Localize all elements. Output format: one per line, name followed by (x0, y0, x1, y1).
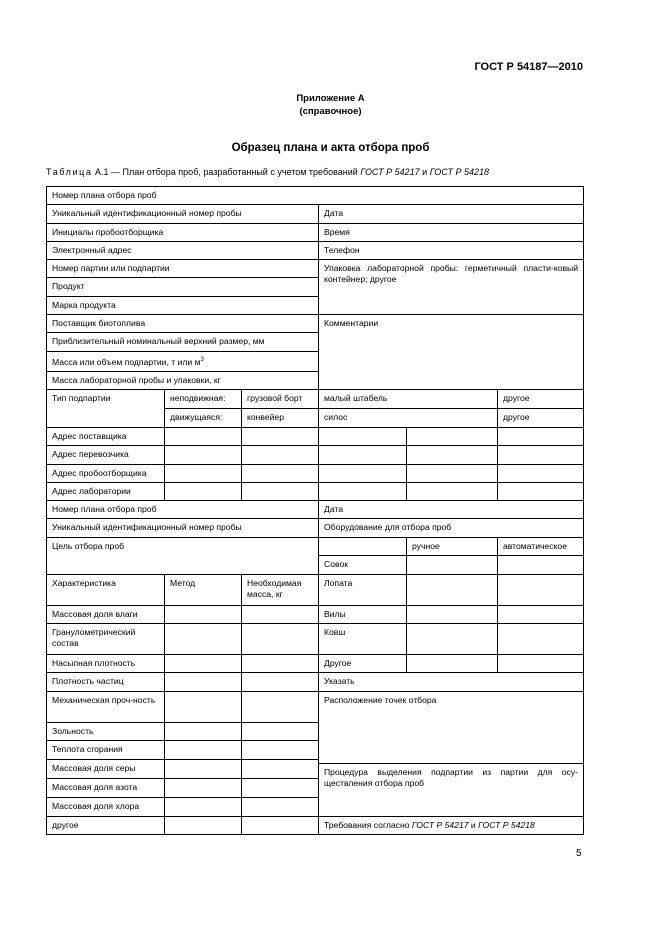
product-label: Продукт (47, 278, 319, 297)
sampling-purpose-label: Цель отбора проб (47, 537, 319, 574)
bulk-density-label: Насыпная плотность (47, 654, 165, 672)
batch-mass-label (47, 352, 319, 372)
supplier-address-label: Адрес поставщика (47, 427, 165, 445)
characteristic-header: Характеристика (47, 574, 165, 605)
table-row (47, 816, 584, 834)
ash-label: Зольность (47, 722, 165, 740)
table-row (47, 654, 584, 672)
table-row (47, 389, 584, 408)
nominal-size-label: Приблизительный номинальный верхний размер, мм (47, 333, 319, 352)
plan-number-label: Номер плана отбора проб (47, 187, 584, 205)
caption-label: Таблица (46, 167, 93, 177)
caption-text: А.1 — План отбора проб, разработанный с учетом требований (92, 167, 361, 177)
comments-label: Комментарии (319, 315, 584, 390)
calorific-label: Теплота сгорания (47, 740, 165, 759)
required-mass-header: Необходимая масса, кг (242, 574, 319, 605)
lab-sample-mass-label: Масса лабораторной пробы и упаковки, кг (47, 371, 319, 389)
sampling-plan-table (46, 186, 584, 835)
chlorine-label: Массовая доля хлора (47, 797, 165, 816)
other-characteristic-label: другое (47, 816, 165, 834)
document-number: ГОСТ Р 54187—2010 (474, 61, 583, 73)
table-row (47, 672, 584, 691)
sample-id-2-label: Уникальный идентификационный номер пробы (47, 518, 319, 537)
supplier-label: Поставщик биотоплива (47, 315, 319, 333)
fork-label: Вилы (319, 605, 407, 623)
mechanical-strength-label: Механическая проч-ность (47, 691, 165, 722)
particle-density-label: Плотность частиц (47, 672, 165, 691)
sampler-initials-label: Инициалы пробоотборщика (47, 224, 319, 242)
table-row (47, 315, 584, 333)
moving-label: движущаяся: (165, 408, 242, 427)
document-title: Образец плана и акта отбора проб (231, 142, 430, 154)
caption-conj: и (419, 167, 430, 177)
requirements-text: Требования согласно (324, 819, 412, 830)
other-equipment-label: Другое (319, 654, 407, 672)
appendix-subtitle: (справочное) (299, 106, 362, 117)
table-row (47, 187, 584, 205)
table-row (47, 260, 584, 278)
procedure-label: Процедура выделения подпартии из партии для осу-ществления отбора проб (319, 763, 584, 816)
table-row (47, 623, 584, 654)
date-label: Дата (319, 205, 584, 224)
phone-label: Телефон (319, 242, 584, 260)
specify-label: Указать (319, 672, 584, 691)
table-row (47, 427, 584, 445)
table-row (47, 482, 584, 500)
sampling-equipment-label: Оборудование для отбора проб (319, 518, 584, 537)
email-label: Электронный адрес (47, 242, 319, 260)
plan-number-2-label: Номер плана отбора проб (47, 500, 319, 518)
sampler-address-label: Адрес пробоотборщика (47, 464, 165, 482)
packaging-label: Упаковка лабораторной пробы: герметичный пласти-ковый контейнер; другое (319, 260, 584, 315)
carrier-address-label: Адрес перевозчика (47, 445, 165, 464)
table-row (47, 574, 584, 605)
requirements-conj: и (468, 819, 479, 830)
automatic-label: автоматическое (498, 537, 584, 555)
batch-number-label: Номер партии или подпартии (47, 260, 319, 278)
batch-mass-text: Масса или объем подпартии, т или м (52, 356, 201, 367)
nitrogen-label: Массовая доля азота (47, 778, 165, 797)
table-row (47, 537, 584, 555)
requirements-label (319, 816, 584, 834)
page-number: 5 (576, 848, 582, 859)
batch-type-label: Тип подпартии (47, 389, 165, 427)
shovel-label: Лопата (319, 574, 407, 605)
date-2-label: Дата (319, 500, 584, 518)
lab-address-label: Адрес лаборатории (47, 482, 165, 500)
scoop-label: Совок (319, 555, 407, 574)
other-type-label: другое (498, 389, 584, 408)
stationary-label: неподвижная: (165, 389, 242, 408)
moisture-label: Массовая доля влаги (47, 605, 165, 623)
caption-ref-1: ГОСТ Р 54217 (360, 167, 420, 177)
table-row (47, 763, 584, 778)
table-row (47, 605, 584, 623)
sample-id-label: Уникальный идентификационный номер пробы (47, 205, 319, 224)
method-header: Метод (165, 574, 242, 605)
table-row (47, 691, 584, 722)
sulfur-label: Массовая доля серы (47, 763, 165, 778)
conveyor-label: конвейер (242, 408, 319, 427)
granulometric-label: Гранулометрический состав (47, 623, 165, 654)
sampling-points-label: Расположение точек отбора (319, 691, 584, 763)
table-row (47, 464, 584, 482)
table-row (47, 518, 584, 537)
table-row (47, 242, 584, 260)
truck-label: грузовой борт (242, 389, 319, 408)
caption-ref-2: ГОСТ Р 54218 (429, 167, 490, 177)
product-brand-label: Марка продукта (47, 297, 319, 315)
silo-label: силос (319, 408, 498, 427)
requirements-ref-1: ГОСТ Р 54217 (411, 819, 469, 830)
cubic-superscript: 3 (200, 357, 204, 363)
table-row (47, 224, 584, 242)
small-stack-label: малый штабель (319, 389, 498, 408)
table-row (47, 500, 584, 518)
table-row (47, 445, 584, 464)
appendix-title: Приложение А (296, 93, 365, 104)
table-caption (46, 167, 489, 177)
manual-label: ручное (407, 537, 498, 555)
time-label: Время (319, 224, 584, 242)
bucket-label: Ковш (319, 623, 407, 654)
table-row (47, 205, 584, 224)
requirements-ref-2: ГОСТ Р 54218 (478, 819, 535, 830)
other-moving-label: другое (498, 408, 584, 427)
